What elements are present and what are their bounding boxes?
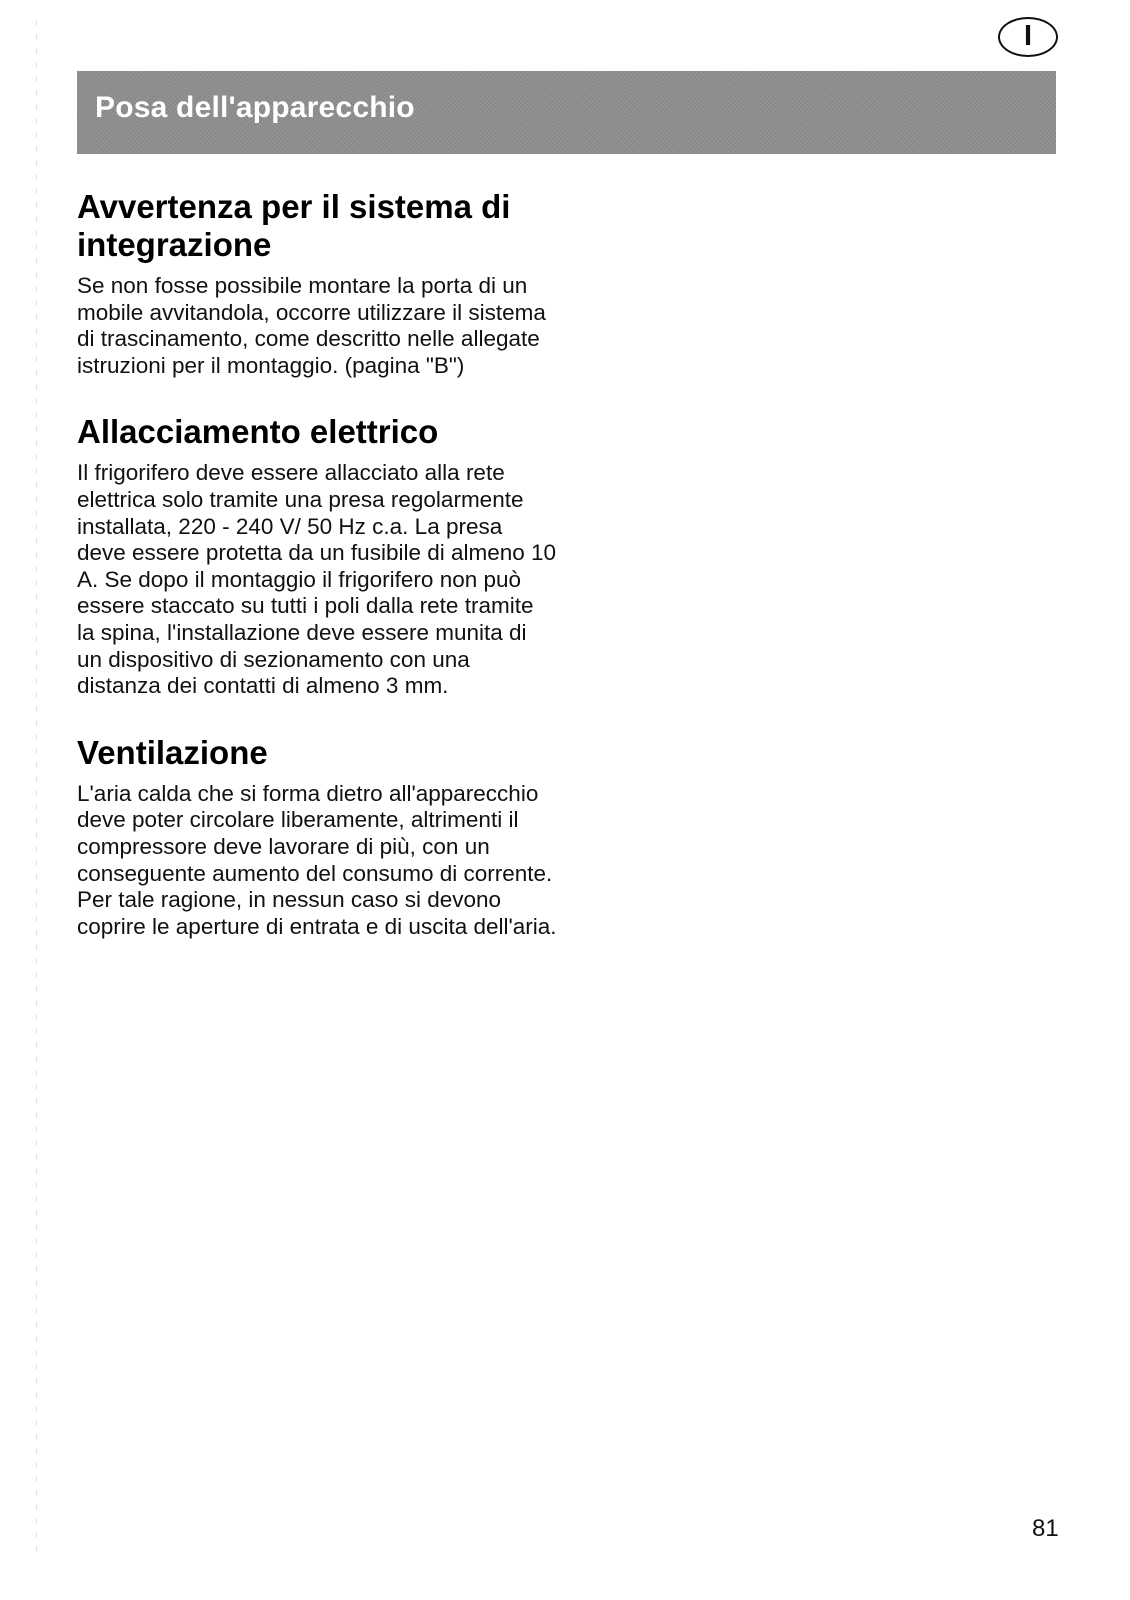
section-electrical-connection <box>77 413 557 699</box>
main-content <box>77 188 557 974</box>
section-body: Se non fosse possibile montare la porta di un mobile avvitandola, occorre utilizzare il sistema di trascinamento, come descritto nelle allegate istruzioni per il montaggio. (pagina "B") <box>77 273 546 378</box>
language-badge: I <box>998 17 1058 57</box>
page-number: 81 <box>1032 1515 1059 1542</box>
page-edge-line <box>36 20 37 1560</box>
section-heading: Allacciamento elettrico <box>77 413 439 451</box>
section-heading: Ventilazione <box>77 733 268 771</box>
section-banner <box>77 71 1056 154</box>
section-body: L'aria calda che si forma dietro all'apparecchio deve poter circolare liberamente, altrimenti il compressore deve lavorare di più, con un conseguente aumento del consumo di corrente. Per tale ragione, in nessun caso si devono coprire le aperture di entrata e di uscita dell'aria. <box>77 780 557 939</box>
section-ventilation <box>77 734 557 941</box>
section-body: Il frigorifero deve essere allacciato alla rete elettrica solo tramite una presa regolarmente installata, 220 - 240 V/ 50 Hz c.a. La presa deve essere protetta da un fusibile di almeno 10 A. Se dopo il montaggio il frigorifero non può essere staccato su tutti i poli dalla rete tramite la spina, l'installazione deve essere munita di un dispositivo di sezionamento con una distanza dei contatti di almeno 3 mm. <box>77 460 557 699</box>
banner-title: Posa dell'apparecchio <box>95 91 415 124</box>
section-heading: Avvertenza per il sistema di integrazione <box>77 188 511 263</box>
section-integration-system <box>77 188 557 379</box>
